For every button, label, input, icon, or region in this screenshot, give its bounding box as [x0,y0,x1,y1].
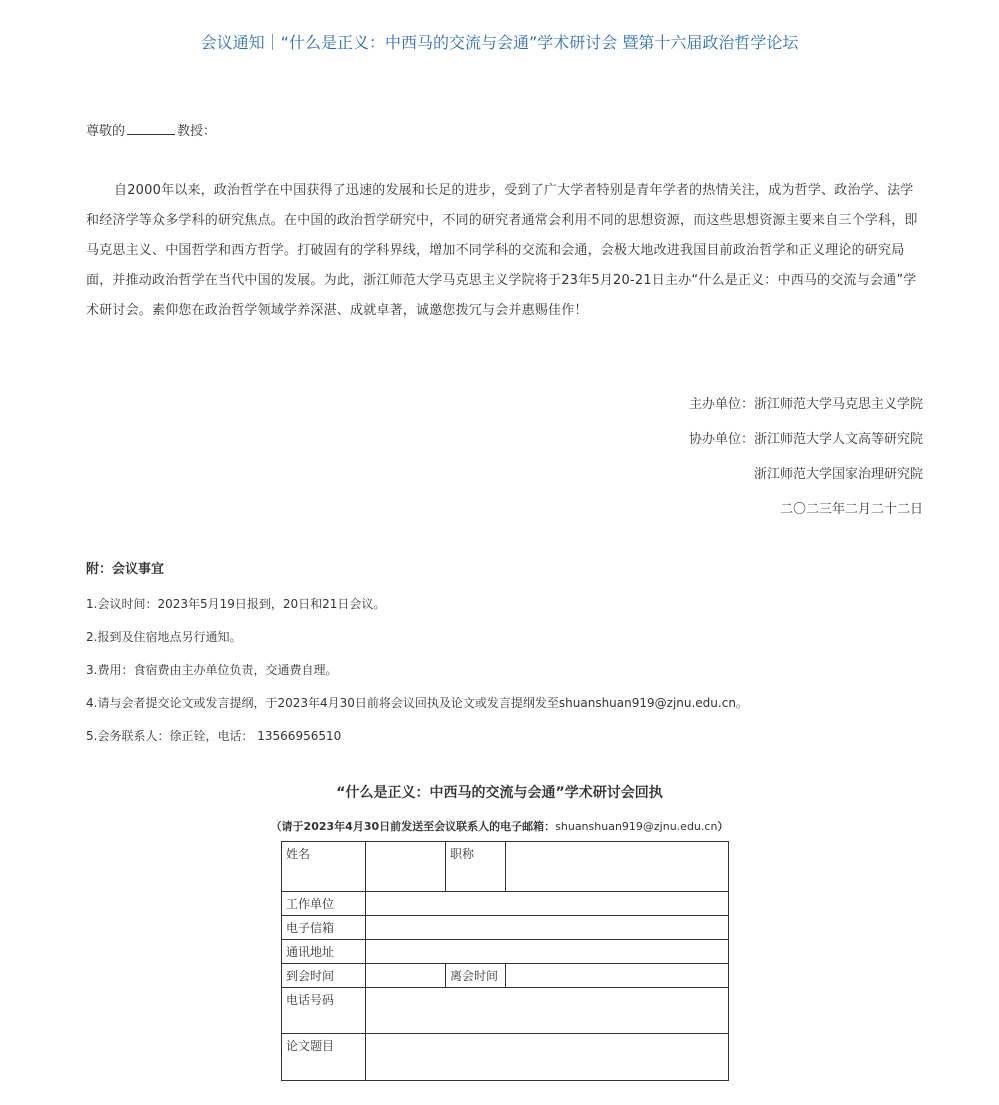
table-row [282,964,729,988]
table-row [282,916,729,940]
workplace-label: 工作单位 [282,892,366,916]
appendix-item-submission: 4.请与会者提交论文或发言提纲，于2023年4月30日前将会议回执及论文或发言提纲发至shuanshuan919@zjnu.edu.cn。 [86,696,748,710]
reply-form-note-email: shuanshuan919@zjnu.edu.cn [555,820,718,833]
appendix-item-time: 1.会议时间：2023年5月19日报到，20日和21日会议。 [86,597,386,611]
notice-date: 二〇二三年二月二十二日 [779,502,923,517]
address-field[interactable] [366,940,729,964]
arrival-label: 到会时间 [282,964,366,988]
reply-form-note [0,818,999,834]
co-organizer-2: 浙江师范大学国家治理研究院 [753,467,923,482]
workplace-field[interactable] [366,892,729,916]
name-field[interactable] [366,842,446,892]
table-row [282,1034,729,1081]
reply-form-table [281,841,729,1081]
arrival-field[interactable] [366,964,446,988]
email-field[interactable] [366,916,729,940]
name-label: 姓名 [282,842,366,892]
salutation [86,120,216,139]
page-title: 会议通知｜“什么是正义：中西马的交流与会通”学术研讨会 暨第十六届政治哲学论坛 [200,33,799,52]
departure-field[interactable] [506,964,729,988]
reply-form-title: “什么是正义：中西马的交流与会通”学术研讨会回执 [336,785,663,801]
phone-field[interactable] [366,988,729,1034]
table-row [282,940,729,964]
host-organizer: 主办单位：浙江师范大学马克思主义学院 [688,397,923,412]
invitation-paragraph: 自2000年以来，政治哲学在中国获得了迅速的发展和长足的进步，受到了广大学者特别是青年学者的热情关注，成为哲学、政治学、法学和经济学等众多学科的研究焦点。在中国的政治哲学研究中，不同的研究者通常会利用不同的思想资源，而这些思想资源主要来自三个学科，即马克思主义、中国哲学和西方哲学。打破固有的学科界线，增加不同学科的交流和会通，会极大地改进我国目前政治哲学和正义理论的研究局面，并推动政治哲学在当代中国的发展。为此，浙江师范大学马克思主义学院将于23年5月20-21日主办“什么是正义：中西马的交流与会通”学术研讨会。素仰您在政治哲学领域学养深湛、成就卓著，诚邀您拨冗与会并惠赐佳作！ [86,183,918,318]
appendix-item-fees: 3.费用：食宿费由主办单位负责，交通费自理。 [86,663,338,677]
appendix-title: 附：会议事宜 [86,562,165,577]
title-field[interactable] [506,842,729,892]
reply-form-note-prefix: （请于2023年4月30日前发送至会议联系人的电子邮箱： [270,820,556,833]
appendix-item-contact: 5.会务联系人：徐正铨，电话： 13566956510 [86,729,342,743]
co-organizer: 协办单位：浙江师范大学人文高等研究院 [688,432,923,447]
table-row [282,988,729,1034]
paper-field[interactable] [366,1034,729,1081]
appendix-item-venue: 2.报到及住宿地点另行通知。 [86,630,242,644]
name-blank-line [127,122,175,135]
phone-label: 电话号码 [282,988,366,1034]
email-label: 电子信箱 [282,916,366,940]
salutation-suffix: 教授： [177,124,217,139]
salutation-prefix: 尊敬的 [86,124,126,139]
paper-label: 论文题目 [282,1034,366,1081]
table-row [282,842,729,892]
table-row [282,892,729,916]
title-label: 职称 [446,842,506,892]
reply-form-note-suffix: ） [717,820,729,833]
departure-label: 离会时间 [446,964,506,988]
address-label: 通讯地址 [282,940,366,964]
